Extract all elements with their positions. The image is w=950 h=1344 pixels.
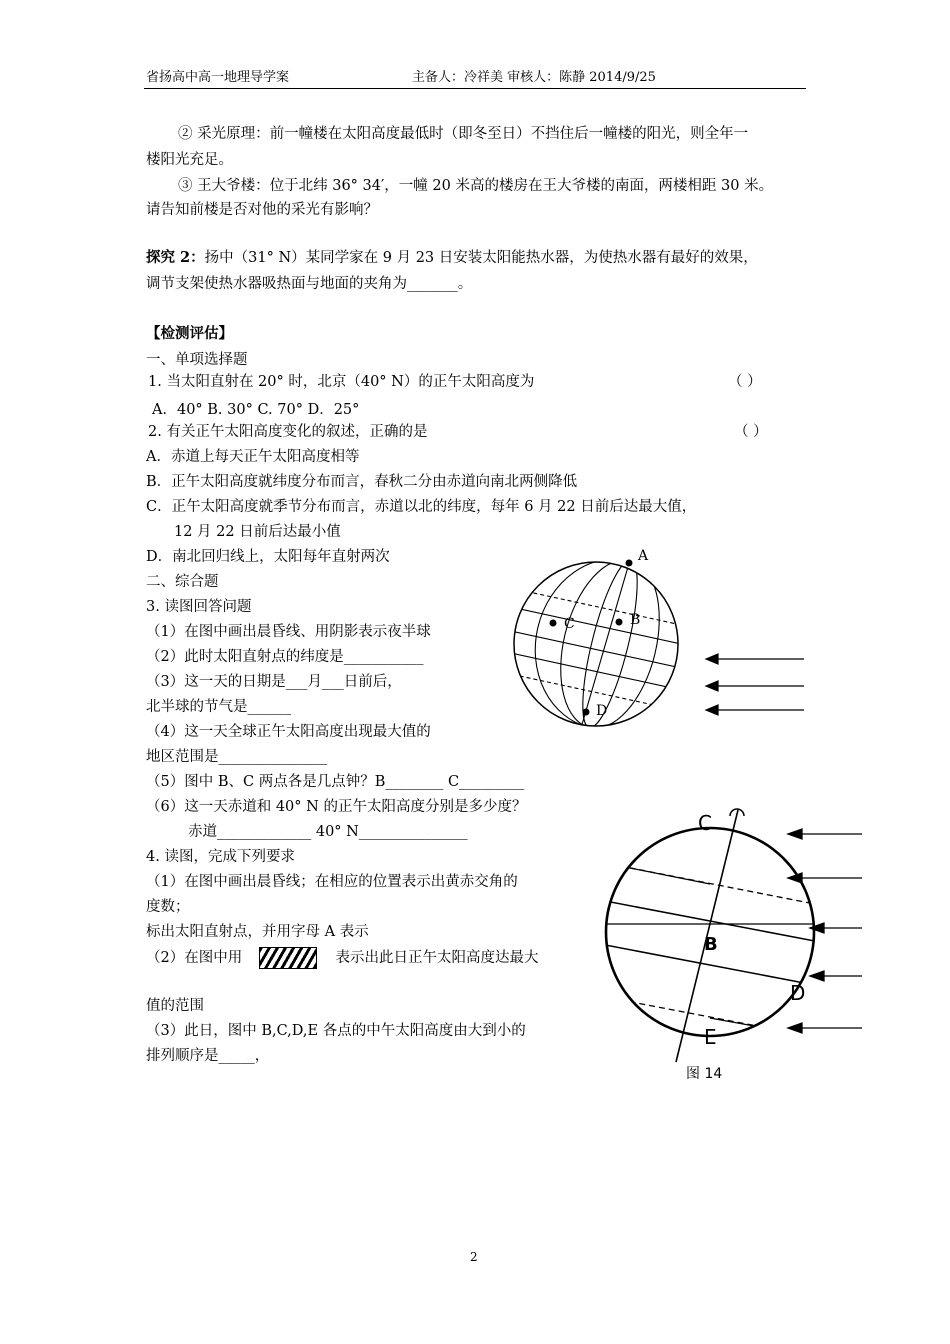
explore-text: 扬中（31° N）某同学家在 9 月 23 日安装太阳能热水器，为使热水器有最好的效果， [204, 250, 758, 266]
earth-outline [606, 828, 814, 1036]
q4-part2-c: 值的范围 [146, 998, 204, 1014]
point-a [626, 560, 633, 567]
q4-part1: （1）在图中画出晨昏线；在相应的位置表示出黄赤交角的 [146, 874, 518, 890]
hatch-swatch [259, 947, 317, 969]
point-d [583, 709, 590, 716]
label-c: C [564, 616, 575, 632]
point-b [616, 619, 623, 626]
q1-answer-paren: （ ） [728, 374, 762, 390]
q4-text: 4. 读图，完成下列要求 [146, 849, 295, 865]
header-divider [144, 88, 806, 89]
explore-line2: 调节支架使热水器吸热面与地面的夹角为_______。 [146, 276, 473, 292]
figure-1-globe [506, 540, 818, 752]
page-number: 2 [470, 1250, 478, 1264]
point-c [550, 620, 557, 627]
label-c: C [698, 811, 712, 835]
label-d: D [790, 981, 806, 1005]
q4-part1-c: 标出太阳直射点，并用字母 A 表示 [146, 924, 369, 940]
q3-part6: （6）这一天赤道和 40° N 的正午太阳高度分别是多少度？ [146, 799, 527, 815]
label-b: B [704, 934, 718, 955]
q2-answer-paren: （ ） [734, 424, 768, 440]
q3-part6-b: 赤道_____________ 40° N_______________ [188, 824, 468, 840]
header-left: 省扬高中高一地理导学案 [146, 70, 290, 85]
q4-part3-b: 排列顺序是_____， [146, 1048, 270, 1064]
q3-text: 3. 读图回答问题 [146, 599, 252, 615]
para-2-line2: 楼阳光充足。 [146, 152, 233, 168]
header-right: 主备人：冷祥美 审核人：陈静 2014/9/25 [412, 70, 656, 85]
q2-option-a: A．赤道上每天正午太阳高度相等 [146, 449, 360, 465]
para-3-line1: ③ 王大爷楼：位于北纬 36° 34′，一幢 20 米高的楼房在王大爷楼的南面，两楼相距 30 米。 [178, 178, 774, 194]
sun-rays [706, 654, 804, 715]
q3-part5: （5）图中 B、C 两点各是几点钟？B________ C_________ [146, 774, 525, 790]
q3-part3: （3）这一天的日期是___月___日前后， [146, 674, 402, 690]
q3-part1: （1）在图中画出晨昏线、用阴影表示夜半球 [146, 624, 431, 640]
comprehensive-heading: 二、综合题 [146, 574, 219, 590]
q2-option-c-line2: 12 月 22 日前后达最小值 [174, 524, 341, 540]
figure-caption: 图 14 [686, 1066, 723, 1082]
q1-options: A．40° B. 30° C. 70° D．25° [152, 402, 360, 418]
label-a: A [638, 548, 649, 564]
q3-part4-b: 地区范围是_______________ [146, 749, 328, 765]
q3-part4: （4）这一天全球正午太阳高度出现最大值的 [146, 724, 431, 740]
section-title: 【检测评估】 [146, 325, 233, 342]
q2-option-d: D．南北回归线上，太阳每年直射两次 [146, 549, 390, 565]
q2-text: 2. 有关正午太阳高度变化的叙述，正确的是 [148, 424, 428, 440]
q3-part2: （2）此时太阳直射点的纬度是___________ [146, 649, 424, 665]
label-e: E [704, 1025, 717, 1049]
q3-part3-b: 北半球的节气是______ [146, 699, 291, 715]
figure-14-earth [600, 800, 862, 1090]
para-2-line1: ② 采光原理：前一幢楼在太阳高度最低时（即冬至日）不挡住后一幢楼的阳光，则全年一 [178, 126, 749, 142]
single-choice-heading: 一、单项选择题 [146, 352, 248, 368]
q4-part2 [146, 947, 538, 969]
label-b: B [630, 612, 641, 628]
q4-part2-b: 表示出此日正午太阳高度达最大 [335, 950, 539, 966]
q4-part1-b: 度数； [146, 899, 190, 915]
q2-option-b: B．正午太阳高度就纬度分布而言，春秋二分由赤道向南北两侧降低 [146, 474, 578, 490]
para-3-line2: 请告知前楼是否对他的采光有影响？ [146, 202, 378, 218]
q4-part2-a: （2）在图中用 [146, 950, 243, 966]
globe-outline [514, 562, 678, 726]
explore-2 [146, 248, 758, 268]
explore-label: 探究 2： [146, 249, 205, 266]
q4-part3: （3）此日，图中 B,C,D,E 各点的中午太阳高度由大到小的 [146, 1023, 526, 1039]
q1-text: 1. 当太阳直射在 20° 时，北京（40° N）的正午太阳高度为 [148, 374, 535, 390]
q2-option-c-line1: C．正午太阳高度就季节分布而言，赤道以北的纬度，每年 6 月 22 日前后达最大值， [146, 499, 697, 515]
label-d: D [596, 703, 608, 719]
